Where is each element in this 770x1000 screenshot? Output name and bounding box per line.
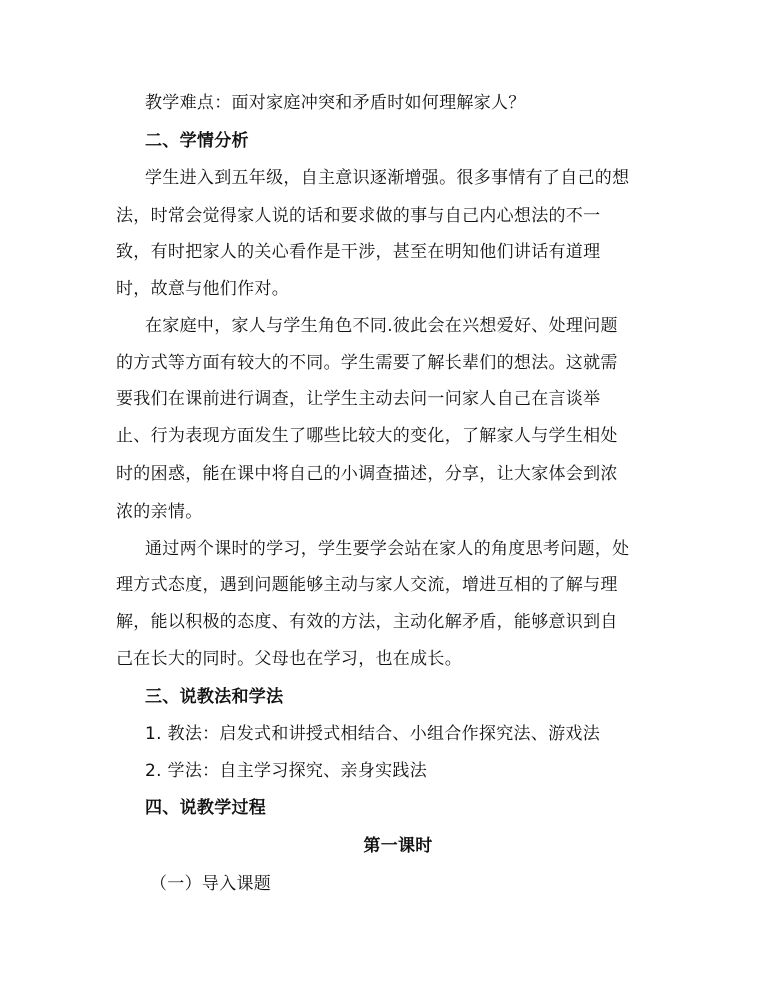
paragraph-2-line-4: 止、行为表现方面发生了哪些比较大的变化，了解家人与学生相处 xyxy=(116,426,618,446)
paragraph-3-line-4: 己在长大的同时。父母也在学习，也在成长。 xyxy=(116,649,462,669)
paragraph-1-line-4: 时，故意与他们作对。 xyxy=(116,279,289,299)
paragraph-2-line-6: 浓的亲情。 xyxy=(116,502,203,522)
section-heading-student-analysis: 二、学情分析 xyxy=(145,131,249,151)
teaching-difficulty-line: 教学难点：面对家庭冲突和矛盾时如何理解家人？ xyxy=(145,93,526,113)
learning-method-item: 2. 学法：自主学习探究、亲身实践法 xyxy=(145,761,428,781)
teaching-method-item: 1. 教法：启发式和讲授式相结合、小组合作探究法、游戏法 xyxy=(145,724,601,744)
paragraph-1-line-1: 学生进入到五年级，自主意识逐渐增强。很多事情有了自己的想 xyxy=(145,168,630,188)
section-heading-methods: 三、说教法和学法 xyxy=(145,687,284,707)
paragraph-1-line-2: 法，时常会觉得家人说的话和要求做的事与自己内心想法的不一 xyxy=(116,206,601,226)
paragraph-2-line-5: 时的困惑，能在课中将自己的小调查描述，分享，让大家体会到浓 xyxy=(116,464,618,484)
paragraph-3-line-1: 通过两个课时的学习，学生要学会站在家人的角度思考问题，处 xyxy=(145,539,630,559)
paragraph-1-line-3: 致，有时把家人的关心看作是干涉，甚至在明知他们讲话有道理 xyxy=(116,242,601,262)
paragraph-3-line-2: 理方式态度，遇到问题能够主动与家人交流，增进互相的了解与理 xyxy=(116,575,618,595)
paragraph-2-line-2: 的方式等方面有较大的不同。学生需要了解长辈们的想法。这就需 xyxy=(116,353,618,373)
subsection-intro-topic: （一）导入课题 xyxy=(150,874,272,894)
paragraph-3-line-3: 解，能以积极的态度、有效的方法，主动化解矛盾，能够意识到自 xyxy=(116,612,618,632)
paragraph-2-line-3: 要我们在课前进行调查，让学生主动去问一问家人自己在言谈举 xyxy=(116,389,601,409)
lesson-title: 第一课时 xyxy=(363,836,433,856)
section-heading-process: 四、说教学过程 xyxy=(145,798,267,818)
paragraph-2-line-1: 在家庭中，家人与学生角色不同.彼此会在兴想爱好、处理问题 xyxy=(145,316,618,336)
